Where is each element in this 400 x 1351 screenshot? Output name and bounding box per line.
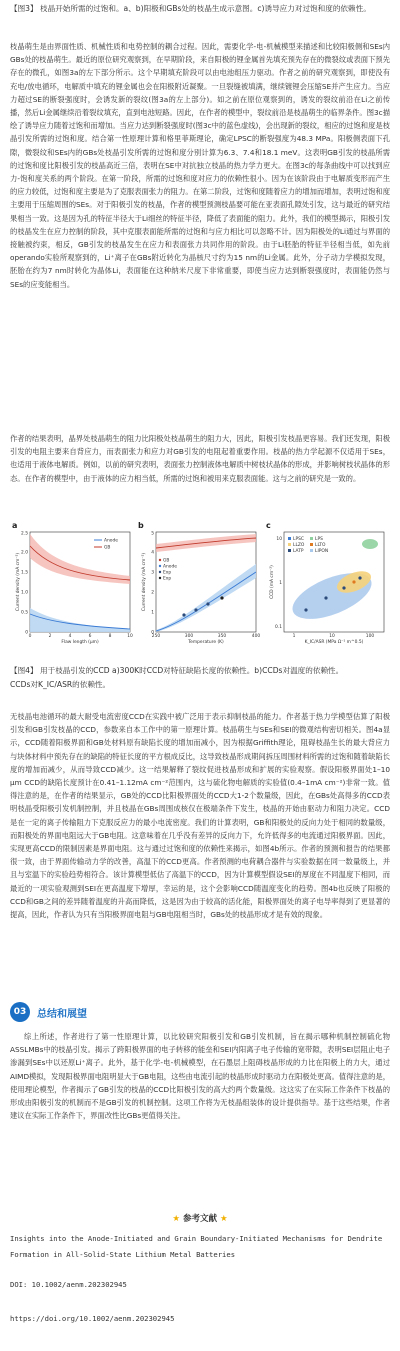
panel-c-legend-item: LLZO: [293, 543, 305, 548]
panel-b-legend-exp1-swatch: [159, 571, 161, 573]
panel-b-exp-point: [182, 613, 185, 616]
panel-b-xtick: 300: [184, 634, 194, 639]
panel-a-ytick: 1.5: [21, 570, 28, 576]
panel-b-ytick: 3: [151, 570, 154, 576]
panel-c-ytick: 1: [279, 581, 282, 586]
panel-b-xtick: 400: [251, 634, 261, 639]
panel-a-ytick: 1.0: [21, 590, 28, 596]
figure4-caption-line1: 【图4】 用于枝晶引发的CCD a)300K时CCD对特征缺陷长度的依赖性。b)CCDs对温度的依赖性。: [10, 666, 344, 675]
section-title: 总结和展望: [37, 1008, 87, 1020]
panel-b-legend-gb: GB: [163, 558, 170, 564]
panel-b-legend-exp2-swatch: [159, 577, 161, 579]
panel-c-ytick: 0.1: [275, 625, 282, 630]
reference-title-line1: Insights into the Anode-Initiated and Grain Boundary-Initiated Mechanisms for Dendrite: [10, 1234, 383, 1243]
panel-a-letter: a: [12, 521, 18, 530]
panel-a-xticks: [29, 633, 133, 639]
panel-b-legend-gb-swatch: [159, 559, 161, 561]
figure4: [10, 518, 390, 658]
panel-b-exp-point: [206, 602, 209, 605]
panel-b-legend-exp2: Exp: [163, 576, 172, 582]
panel-a-xtick: 8: [108, 634, 112, 639]
reference-doi: DOI: 10.1002/aenm.202302945: [10, 1280, 127, 1289]
panel-c-legend-item: LLTO: [315, 543, 326, 548]
figure4-caption-line2: CCDs对K_IC/ASR的依赖性。: [10, 680, 111, 689]
panel-b-xtick: 250: [151, 634, 161, 639]
panel-a-legend-anode: Anode: [104, 538, 118, 544]
panel-c-xtick: 10: [329, 634, 335, 639]
panel-c-xtick: 1: [292, 634, 296, 639]
panel-b-xticks: [152, 633, 261, 639]
reference-url-link[interactable]: https://doi.org/10.1002/aenm.202302945: [10, 1314, 175, 1323]
panel-c-green-region: [362, 539, 378, 549]
panel-b-legend-anode-swatch: [159, 565, 161, 567]
panel-c-point: [342, 586, 345, 589]
panel-c-point: [324, 596, 327, 599]
paragraph-dendrite-initiation: 枝晶萌生是由界面性质、机械性质和电势控制的耦合过程。因此，需要化学-电-机械模型来描述和比较阳极侧和SEs内GBs处的枝晶萌生。最近的原位研究观察到，在早期阶段，来自阳极的锂金属首先填充预先存在的微裂纹或表面下预先存在的微孔，如图3a的左下部分所示。这个早期填充阶段可以由电池组压力驱动。作者之前的研究观察到，即使没有充电/放电循环，电解质中填充的锂金属也会在阳极附近凝聚。一旦裂缝被填满，继续镀锂会压缩SE并产生应力。当应力超过SE的断裂强度时，会诱发新的裂纹(图3a的左上部分)。如之前在原位观察到的，诱发的裂纹前沿在Li之前传播，然后Li金属继续沿着裂纹填充，直到电池短路。因此，在作者的模型中，裂纹前沿是枝晶萌生的临界条件。图3c描绘了诱导应力随着过饱和而增加。当应力达到断裂强度时(图3c中的蓝色虚线)，会出现新的裂纹，相应的过饱和度是枝晶引发所需的过饱和度。结合第一性原理计算和格里菲斯理论，确定LPSC的断裂强度为48.3 MPa。阳极侧表面下孔隙，微裂纹和SEs内的GBs处枝晶引发所需的过饱和度分别计算为6.3、7.4和18.1 meV。这表明GB引发的枝晶所需的过饱和度比阳极引发的枝晶高近三倍，表明在SE中对抗独立枝晶的热力学力更大。在图3c的每条曲线中可以找到应力-饱和度关系的两个阶段。在第一阶段，所需的过饱和度对应力的依赖性很小。因为在该阶段由于电解质变形而产生的应力较低，过饱和度主要是为了克服表面张力的阻力。在第二阶段，过饱和度随着应力的增加而增加，表明过饱和度主要用于压缩周围的SEs。对于阳极引发的枝晶，作者的模型预测枝晶要可能在亚表面孔隙处引发，这与最近的研究结果相当一致。这是因为孔的特征半径大于Li细丝的特征半径，降低了表面能的阻力。此外，我们的模型揭示，阳极引发的枝晶发生在应力控制的阶段，其中克服表面能所需的过饱和与应力相比可以忽略不计。因为阳极处的Li通过与界面的接触被约束，相反，GB引发的枝晶发生在应力和表面张力共同作用的阶段。由于Li胚胎的特征半径相当低，如先前operando实验所观察到的，Li⁺离子在GBs附近转化为晶核尺寸约为15 nm的Li金属。此外，分子动力学模拟发现，胚胎在约为7 nm时转化为晶体Li，表面能在这种纳米尺度下非常重要，即使当应力达到断裂强度时，表面能仍然与SEs的应变能相当。: [10, 42, 390, 289]
panel-b-exp-point: [220, 596, 223, 599]
panel-a-ytick: 0.5: [21, 610, 28, 616]
section-header-conclusion: [0, 1002, 400, 1022]
panel-b-letter: b: [138, 521, 144, 530]
references-heading-text: 参考文献: [182, 1214, 217, 1224]
figure3-caption: 【图3】 枝晶开始所需的过饱和。a、b)阳极和GBs处的枝晶生成示意图。c)诱导应力对过饱和度的依赖性。: [10, 4, 371, 13]
panel-b-exp-point: [194, 608, 197, 611]
panel-c-legend-swatch: [288, 537, 291, 540]
panel-c-xticks: [293, 633, 375, 639]
panel-b-ytick: 0: [151, 630, 154, 636]
panel-c-legend-item: LATP: [293, 549, 304, 554]
panel-a-legend-gb: GB: [104, 545, 111, 551]
star-icon: ★: [219, 1214, 228, 1224]
panel-c-legend-item: LPS: [315, 537, 323, 542]
star-icon: ★: [172, 1214, 181, 1224]
section-number-badge: 03: [10, 1002, 30, 1022]
panel-c-legend-swatch: [310, 549, 313, 552]
paragraph-conclusion: 综上所述，作者进行了第一性原理计算，以比较研究阳极引发和GB引发机制，旨在揭示哪种机制控制硫化物ASSLMBs中的枝晶引发。揭示了跨阳极界面的电子转移的能垒和SEI内阳离子电子传输的宽带隙，表明SEI层阻止电子渗漏到SEs中以还原Li⁺离子。此外，基于化学-电-机械模型，在石墨层上阻碍枝晶形成的力比在阳极上的力大，通过AIMD模拟，发现阳极界面电阻明显大于GB电阻，这些由电流引起的枝晶形成时驱动力在阳极处更高。值得注意的是，使用理论模型，作者揭示了GB引发的枝晶的CCD比阳极引发的高大约两个数量级。这这实了在实际工作条件下枝晶的形成由阳极引发的机制而不是GB引发的机制控制。这项工作将为无枝晶组装体的设计提供指导。基于这些结果，作者建议在实际工作条件下，界面改性比GBs更值得关注。: [10, 1032, 390, 1121]
panel-c-legend-swatch: [310, 537, 313, 540]
figure4-svg: [10, 518, 390, 658]
panel-c-xlabel: K_IC/ASR (MPa Ω⁻¹ m^0.5): [304, 640, 364, 645]
paragraph-results-summary: 作者的结果表明，晶界处枝晶萌生的阻力比阳极处枝晶萌生的阻力大，因此，阳极引发枝晶更容易。我们还发现，阳极引发的电阻主要来自背应力，而表面张力和应力对GB引发的电阻起着重要作用。枝晶的热力学起源不仅适用于SEs，也适用于液体电解质。例如，以前的研究表明，表面张力控制液体电解质中树枝状晶体的形成，并影响树枝状晶体的形态。在作者的模型中，由于液体的应力相当低，所需的过饱和被用来克服表面能。这与之前的研究是一致的。: [10, 434, 390, 483]
panel-a-ytick: 0: [25, 630, 28, 636]
panel-b-ytick: 4: [151, 550, 154, 556]
panel-c-legend-swatch: [288, 543, 291, 546]
paragraph-ccd-analysis: 无枝晶电池循环的最大耐受电流密度CCD在实践中被广泛用于表示抑制枝晶的能力。作者基于热力学模型估算了阳极引发和GB引发枝晶的CCD，参数来自本工作中的第一原理计算。枝晶萌生与SEs和SEI的微观结构密切相关。图4a显示，CCD随着阳极界面和GB处材料原有缺陷长度的增加而减小，因为根据Griffith理论，阻碍枝晶生长的最大背应力与块体材料中预先存在的缺陷的特征长度的平方根成反比，这导致枝晶形成期间拆压周围材料所需的过饱和随着缺陷长度的增加而减少，从而导致CCD减少。这一结果解释了裂纹促进枝晶形成和扩展的实验观察。假设阳极界面处1–10 µm CCD的缺陷长度预计在0.41–1.12mA cm⁻²范围内，这与硫化物电解质的实验值(0.4–1mA cm⁻²)非常一致。值得注意的是，在作者的结果显示，GB处的CCD比阳极界面处的CCD大1-2个数量级，因此，在GBs处高得多的CCD表明枝晶受阳极引发机制控制，并且枝晶在GBs周围成核仅在极端条件下发生，枝晶的开始由驱动力和阻力决定。CCD是在一定的离子传输阻力下克服反应力的最小电流密度。我们的计算表明，GB和阳极处的反向力处于相同的数量级，而阳极处的界面电阻远大于GB电阻。这意味着在几乎没有差异的反向力下，允许低得多的电流通过阳极界面。因此，实现更高CCD的限制因素是界面电阻。这与通过过饱和度的依赖性来揭示，如图4b所示。作者的预测和报告的结果都很一致，由于界面传输动力学的改善，高温下的CCD更高。作者预测的电荷耦合器件与实验数据在同一数量级上，并且与室温下的实验趋势相符合。该计算模型低估了高温下的CCD，因为计算模型假设SEI的厚度在不同温度下相同，而最近的一项实验观测到SEI在更高温度下增厚，幸运的是，这个会影响CCD随温度变化的趋势。图4b也反映了阳极的CCD和GB之间的差异随着温度的升高而降低，这是因为由于较高的活化能，阳极界面处的离子电导率得到了更显著的提高，因此，作者认为只有当阳极界面电阻与GB电阻相当时，GBs处的枝晶形成才是有效的现象。: [10, 712, 390, 920]
panel-a-ylabel: Current density (mA cm⁻²): [16, 552, 21, 612]
panel-b-ytick: 2: [151, 590, 154, 596]
references-heading: [0, 1212, 400, 1226]
panel-b-ylabel: Current density (mA cm⁻²): [142, 552, 147, 612]
panel-b-legend-anode: Anode: [163, 564, 177, 570]
panel-a-xtick: 2: [48, 634, 52, 639]
panel-c-point: [304, 608, 307, 611]
panel-a-yticks: [21, 531, 28, 636]
panel-a-ytick: 2.5: [21, 531, 28, 537]
panel-c-xtick: 100: [365, 634, 375, 639]
panel-c-point: [358, 576, 361, 579]
panel-b-xlabel: Temperature (K): [188, 640, 224, 645]
panel-a-xtick: 10: [127, 634, 133, 639]
panel-b-legend-exp1: Exp: [163, 570, 172, 576]
panel-b-ytick: 1: [151, 610, 154, 616]
panel-c-legend-item: LPSC: [293, 537, 304, 542]
panel-b-xtick: 350: [217, 634, 227, 639]
panel-b-yticks: [151, 531, 154, 636]
panel-c-legend-swatch: [310, 543, 313, 546]
panel-c-ytick: 10: [276, 537, 282, 542]
panel-a-ytick: 2.0: [21, 550, 28, 556]
panel-c-legend-swatch: [288, 549, 291, 552]
reference-title-line2: Formation in All-Solid-State Lithium Metal Batteries: [10, 1250, 236, 1259]
panel-a-xlabel: Flaw length (µm): [61, 640, 99, 645]
panel-b-ytick: 5: [151, 531, 154, 537]
panel-a-xtick: 6: [88, 634, 92, 639]
panel-c-legend-item: LIPON: [315, 549, 329, 554]
panel-c-ylabel: CCD (mA cm⁻²): [270, 565, 275, 599]
panel-a-xtick: 0: [28, 634, 32, 639]
panel-c-point: [352, 580, 355, 583]
panel-c-letter: c: [266, 521, 271, 530]
panel-c-yticks: [275, 536, 282, 630]
panel-a-xtick: 4: [68, 634, 72, 639]
